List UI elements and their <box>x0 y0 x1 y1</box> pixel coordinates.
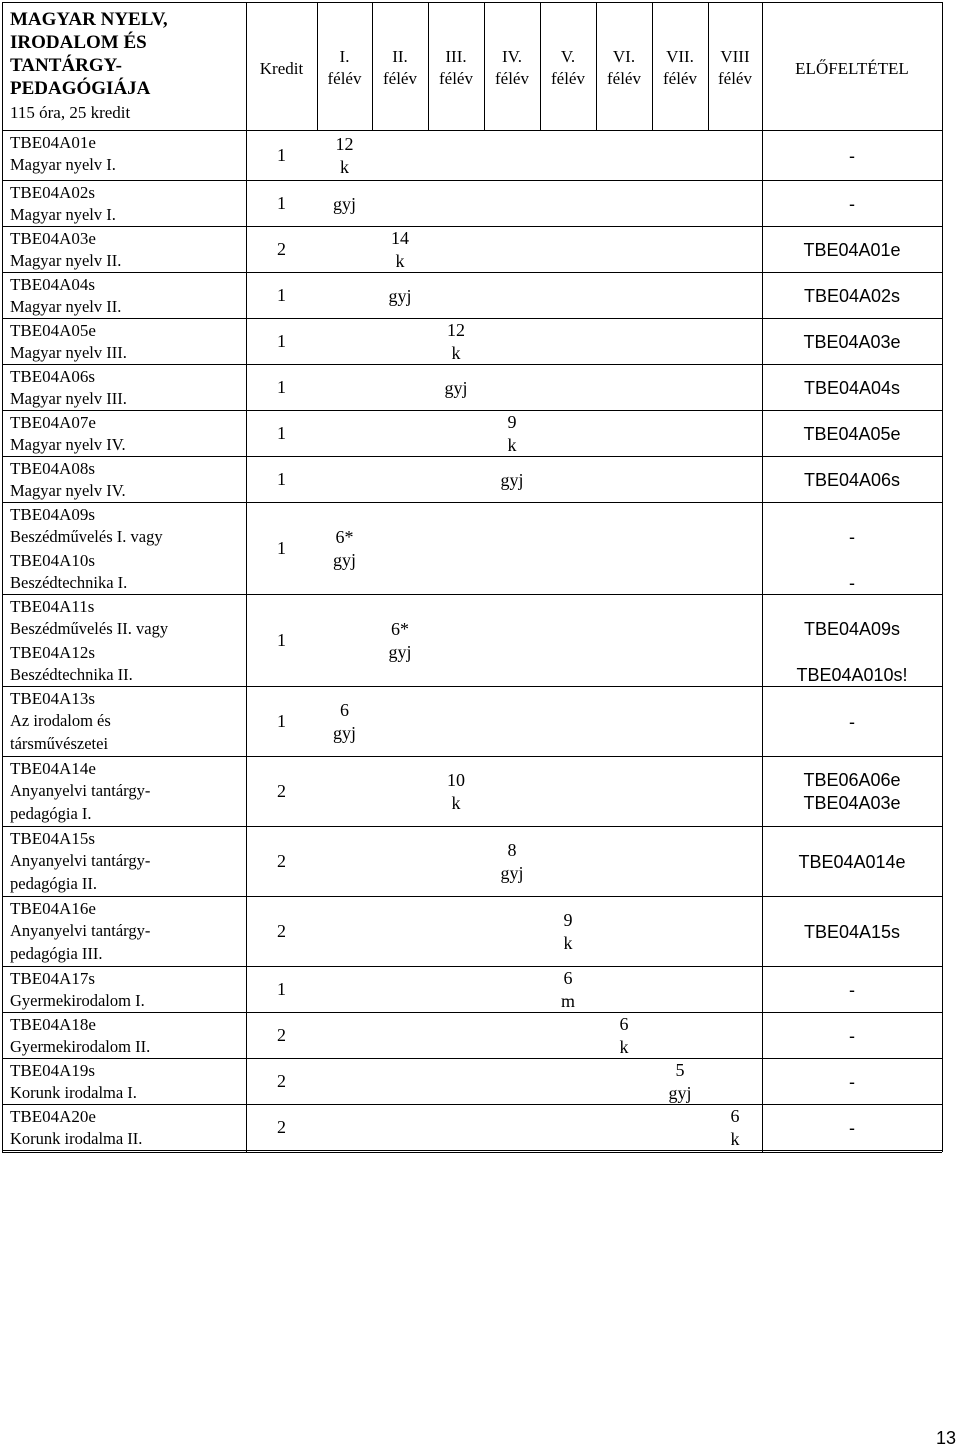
course-name: Korunk irodalma II. <box>10 1129 143 1148</box>
course-code: TBE04A10s <box>10 551 95 570</box>
curriculum-table <box>2 2 942 1152</box>
table-row-divider <box>2 594 942 595</box>
semester-value: m <box>560 991 575 1011</box>
semester-value: gyj <box>332 193 356 214</box>
course-code: TBE04A08s <box>10 459 95 478</box>
header-title-line: IRODALOM ÉS <box>10 32 147 53</box>
course-name: Anyanyelvi tantárgy- <box>10 921 151 940</box>
header-title-line: TANTÁRGY- <box>10 55 122 76</box>
table-row-divider <box>2 130 942 131</box>
table-row-divider <box>2 318 942 319</box>
page-number: 13 <box>935 1428 956 1448</box>
course-name: Az irodalom és <box>10 711 111 730</box>
semester-value: 10 <box>447 770 465 790</box>
kredit-value: 1 <box>277 377 286 397</box>
course-name: Magyar nyelv IV. <box>10 435 126 454</box>
semester-value: k <box>340 157 349 177</box>
course-name: Magyar nyelv I. <box>10 155 116 174</box>
course-name: Beszédművelés II. vagy <box>10 619 169 638</box>
table-row-divider <box>2 456 942 457</box>
prerequisite-header: ELŐFELTÉTEL <box>795 59 909 78</box>
course-name: Beszédtechnika II. <box>10 665 133 684</box>
course-name: pedagógia III. <box>10 944 103 963</box>
course-name: Gyermekirodalom I. <box>10 991 145 1010</box>
table-row-divider <box>2 1150 942 1151</box>
course-name: Magyar nyelv II. <box>10 251 122 270</box>
course-name: pedagógia I. <box>10 804 92 823</box>
semester-value: k <box>563 933 573 953</box>
kredit-value: 1 <box>277 630 286 650</box>
kredit-value: 2 <box>277 1117 286 1137</box>
semester-header-num: VI. <box>612 47 636 66</box>
prerequisite-value: - <box>849 527 855 547</box>
kredit-value: 1 <box>277 538 286 558</box>
prerequisite-value: - <box>849 1071 855 1092</box>
prerequisite-value: - <box>849 573 855 593</box>
course-code: TBE04A07e <box>10 413 96 432</box>
semester-value: k <box>619 1037 629 1057</box>
kredit-value: 2 <box>277 1025 286 1045</box>
table-row-divider <box>2 1104 942 1105</box>
semester-value: 9 <box>507 412 517 432</box>
semester-value: 6 <box>730 1106 740 1126</box>
header-subtitle: 115 óra, 25 kredit <box>10 103 131 122</box>
semester-value: 8 <box>507 840 517 860</box>
kredit-value: 1 <box>277 979 286 999</box>
semester-value: gyj <box>388 285 412 306</box>
table-row-divider <box>2 966 942 967</box>
course-code: TBE04A06s <box>10 367 95 386</box>
semester-header-num: VII. <box>666 47 694 66</box>
prerequisite-value: - <box>849 979 855 1000</box>
semester-header-word: félév <box>718 69 752 88</box>
prerequisite-value: TBE04A09s <box>803 619 901 639</box>
kredit-value: 2 <box>277 781 286 801</box>
course-code: TBE04A01e <box>10 133 96 152</box>
course-name: Beszédművelés I. vagy <box>10 527 163 546</box>
course-name: Magyar nyelv I. <box>10 205 116 224</box>
kredit-value: 1 <box>277 145 286 165</box>
prerequisite-value: TBE04A05e <box>803 423 901 444</box>
table-row-divider <box>2 502 942 503</box>
table-row-divider <box>2 686 942 687</box>
table-row-divider <box>2 226 942 227</box>
kredit-value: 1 <box>277 711 286 731</box>
table-row-divider <box>2 1152 942 1153</box>
kredit-value: 1 <box>277 193 286 213</box>
course-name: Beszédtechnika I. <box>10 573 128 592</box>
semester-value: 6 <box>619 1014 629 1034</box>
kredit-value: 1 <box>277 423 286 443</box>
course-name: Magyar nyelv IV. <box>10 481 126 500</box>
semester-header-word: félév <box>607 69 641 88</box>
course-code: TBE04A18e <box>10 1015 96 1034</box>
course-code: TBE04A05e <box>10 321 96 340</box>
prerequisite-value: TBE04A010s! <box>796 665 908 685</box>
course-name: társművészetei <box>10 734 109 753</box>
course-code: TBE04A12s <box>10 643 95 662</box>
table-row-divider <box>2 1058 942 1059</box>
semester-value: gyj <box>444 377 468 398</box>
course-name: Magyar nyelv III. <box>10 343 127 362</box>
table-row-divider <box>2 364 942 365</box>
semester-header-num: VIII <box>720 47 750 66</box>
semester-value: k <box>451 793 461 813</box>
semester-value: gyj <box>332 550 356 570</box>
semester-value: 14 <box>391 228 409 248</box>
prerequisite-value: TBE04A04s <box>803 377 901 398</box>
semester-value: 6 <box>340 700 349 720</box>
kredit-header: Kredit <box>259 59 304 78</box>
semester-header-word: félév <box>383 69 417 88</box>
semester-value: gyj <box>500 863 524 883</box>
semester-value: 12 <box>447 320 465 340</box>
course-code: TBE04A13s <box>10 689 95 708</box>
course-code: TBE04A09s <box>10 505 95 524</box>
course-name: Anyanyelvi tantárgy- <box>10 851 151 870</box>
header-title-line: MAGYAR NYELV, <box>10 9 168 30</box>
semester-value: 9 <box>563 910 573 930</box>
prerequisite-value: - <box>849 145 855 166</box>
semester-value: 6* <box>335 527 354 547</box>
kredit-value: 2 <box>277 239 286 259</box>
semester-header-word: félév <box>551 69 585 88</box>
semester-value: k <box>507 435 517 455</box>
course-code: TBE04A14e <box>10 759 96 778</box>
course-code: TBE04A20e <box>10 1107 96 1126</box>
semester-header-word: félév <box>439 69 473 88</box>
prerequisite-value: TBE04A15s <box>803 921 901 942</box>
course-code: TBE04A03e <box>10 229 96 248</box>
semester-value: gyj <box>332 723 356 743</box>
semester-header-num: IV. <box>502 47 522 66</box>
prerequisite-value: TBE04A02s <box>803 285 901 306</box>
semester-value: k <box>730 1129 740 1149</box>
table-row-divider <box>2 756 942 757</box>
prerequisite-value: - <box>849 711 855 732</box>
kredit-value: 2 <box>277 851 286 871</box>
prerequisite-value: - <box>849 1025 855 1046</box>
table-row-divider <box>2 1012 942 1013</box>
prerequisite-value: TBE04A01e <box>803 239 901 260</box>
semester-value: k <box>451 343 461 363</box>
semester-header-word: félév <box>327 69 362 88</box>
course-code: TBE04A16e <box>10 899 96 918</box>
table-row-divider <box>2 180 942 181</box>
course-code: TBE04A17s <box>10 969 95 988</box>
table-row-divider <box>2 896 942 897</box>
course-name: Magyar nyelv II. <box>10 297 122 316</box>
course-code: TBE04A15s <box>10 829 95 848</box>
course-name: pedagógia II. <box>10 874 98 893</box>
kredit-value: 2 <box>277 1071 286 1091</box>
header-title-line: PEDAGÓGIÁJA <box>10 78 151 99</box>
semester-header-word: félév <box>495 69 529 88</box>
prerequisite-value: - <box>849 193 855 214</box>
table-column-divider <box>2 2 3 1152</box>
course-code: TBE04A04s <box>10 275 95 294</box>
semester-value: k <box>395 251 405 271</box>
prerequisite-value: TBE04A06s <box>803 469 901 490</box>
course-name: Gyermekirodalom II. <box>10 1037 151 1056</box>
prerequisite-value: TBE04A03e <box>803 331 901 352</box>
table-row-divider <box>2 410 942 411</box>
table-row-divider <box>2 826 942 827</box>
semester-header-num: I. <box>339 47 350 66</box>
semester-value: 6* <box>391 619 409 639</box>
semester-value: gyj <box>388 642 412 662</box>
semester-value: 6 <box>563 968 573 988</box>
course-name: Magyar nyelv III. <box>10 389 127 408</box>
course-name: Korunk irodalma I. <box>10 1083 137 1102</box>
semester-value: gyj <box>668 1083 692 1103</box>
kredit-value: 2 <box>277 921 286 941</box>
prerequisite-value: - <box>849 1117 855 1138</box>
table-column-divider <box>942 2 943 1152</box>
table-row-divider <box>2 2 942 3</box>
course-code: TBE04A11s <box>10 597 95 616</box>
semester-header-word: félév <box>663 69 697 88</box>
semester-header-num: V. <box>560 47 576 66</box>
prerequisite-value: TBE04A03e <box>803 793 901 813</box>
kredit-value: 1 <box>277 331 286 351</box>
semester-header-num: III. <box>445 47 467 66</box>
prerequisite-value: TBE06A06e <box>803 770 901 790</box>
course-code: TBE04A02s <box>10 183 95 202</box>
course-code: TBE04A19s <box>10 1061 95 1080</box>
kredit-value: 1 <box>277 469 286 489</box>
semester-value: gyj <box>500 469 524 490</box>
kredit-value: 1 <box>277 285 286 305</box>
prerequisite-value: TBE04A014e <box>798 851 906 872</box>
table-row-divider <box>2 272 942 273</box>
semester-value: 12 <box>335 134 354 154</box>
course-name: Anyanyelvi tantárgy- <box>10 781 151 800</box>
semester-value: 5 <box>675 1060 685 1080</box>
semester-header-num: II. <box>392 47 408 66</box>
